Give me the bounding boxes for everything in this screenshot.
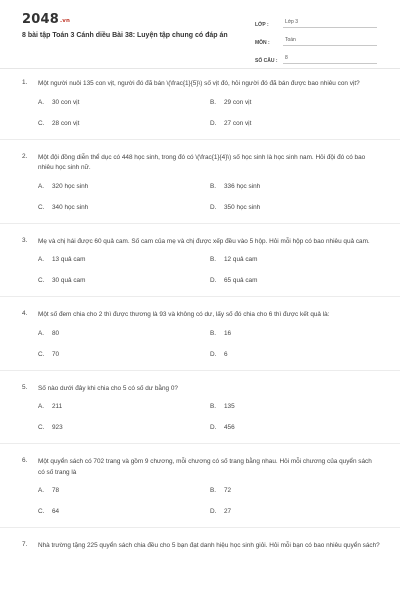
option-text: 80 (52, 329, 60, 337)
option-key: A. (38, 329, 45, 337)
option-key: B. (210, 487, 217, 494)
header-divider (0, 68, 400, 69)
answer-option-b[interactable] (210, 256, 380, 263)
question-divider (0, 139, 400, 140)
question-6 (0, 457, 400, 528)
question-list (0, 79, 400, 565)
answer-options (38, 183, 380, 211)
answer-option-d[interactable] (210, 351, 380, 358)
option-key: D. (210, 203, 217, 211)
answer-option-c[interactable] (38, 277, 210, 284)
answer-option-a[interactable] (38, 330, 210, 337)
option-key: A. (38, 98, 45, 106)
answer-option-c[interactable] (38, 120, 210, 127)
answer-option-b[interactable] (210, 99, 380, 106)
meta-value: Lớp 3 (283, 19, 377, 28)
meta-label: LỚP : (255, 22, 269, 28)
option-key: C. (38, 424, 45, 431)
answer-option-a[interactable] (38, 487, 210, 494)
question-number: 7. (22, 541, 28, 548)
question-number: 1. (22, 79, 28, 86)
option-key: D. (210, 277, 217, 284)
option-text: 72 (224, 487, 232, 494)
question-divider (0, 370, 400, 371)
meta-value: 8 (283, 55, 377, 64)
option-key: C. (38, 508, 45, 515)
answer-option-a[interactable] (38, 183, 210, 190)
option-text: 211 (52, 403, 63, 410)
answer-option-d[interactable] (210, 508, 380, 515)
answer-options (38, 256, 380, 284)
answer-option-c[interactable] (38, 424, 210, 431)
option-text: 340 học sinh (52, 203, 89, 211)
worksheet-title: 8 bài tập Toán 3 Cánh diều Bài 38: Luyện tập chung có đáp án (22, 32, 228, 39)
meta-row-subject (255, 33, 377, 46)
answer-options (38, 99, 380, 127)
option-text: 336 học sinh (224, 182, 261, 190)
option-text: 456 (224, 424, 235, 431)
question-text: Nhà trường tặng 225 quyển sách chia đều cho 5 bạn đạt danh hiệu học sinh giỏi. Hỏi mỗi bạn có bao nhiêu quyển sách? (38, 542, 380, 549)
question-number: 3. (22, 236, 28, 244)
option-text: 29 con vịt (224, 98, 252, 106)
meta-row-class (255, 15, 377, 28)
option-key: D. (210, 119, 217, 127)
option-key: D. (210, 424, 217, 431)
question-text: Một người nuôi 135 con vịt, người đó đã bán \(\frac{1}{5}\) số vịt đó, hỏi người đó đã bán được bao nhiêu con vịt? (38, 80, 360, 87)
option-text: 30 quả cam (52, 277, 86, 284)
option-text: 350 học sinh (224, 203, 261, 211)
question-5 (0, 384, 400, 445)
option-key: B. (210, 256, 217, 263)
answer-option-d[interactable] (210, 204, 380, 211)
question-text: Số nào dưới đây khi chia cho 5 có số dư bằng 0? (38, 384, 178, 392)
meta-label: SỐ CÂU : (255, 58, 278, 64)
question-divider (0, 296, 400, 297)
option-key: D. (210, 350, 217, 358)
option-key: B. (210, 98, 217, 106)
option-text: 27 con vịt (224, 119, 252, 127)
answer-option-c[interactable] (38, 351, 210, 358)
question-text: Một đội đồng diễn thể dục có 448 học sinh, trong đó có \(\frac{1}{4}\) số học sinh là học sinh nam. Hỏi đội đó có bao nhiêu học sinh nữ. (38, 153, 366, 171)
question-divider (0, 443, 400, 444)
option-key: A. (38, 256, 45, 263)
answer-option-a[interactable] (38, 403, 210, 410)
option-text: 923 (52, 424, 63, 431)
option-key: A. (38, 403, 45, 410)
option-key: D. (210, 508, 217, 515)
meta-row-count (255, 51, 377, 64)
option-text: 64 (52, 508, 60, 515)
worksheet-meta (255, 15, 377, 69)
option-key: A. (38, 182, 45, 190)
option-key: C. (38, 277, 45, 284)
question-1 (0, 79, 400, 140)
option-text: 78 (52, 487, 60, 494)
option-key: A. (38, 487, 45, 494)
option-text: 6 (224, 350, 228, 358)
answer-option-a[interactable] (38, 99, 210, 106)
question-text: Một quyển sách có 702 trang và gồm 9 chương, mỗi chương có số trang bằng nhau. Hỏi mỗi chương của quyển sách có số trang là (38, 458, 372, 476)
question-divider (0, 527, 400, 528)
option-text: 16 (224, 329, 232, 337)
option-key: B. (210, 403, 217, 410)
option-text: 135 (224, 403, 235, 410)
answer-option-d[interactable] (210, 277, 380, 284)
option-text: 65 quả cam (224, 277, 258, 284)
worksheet-header (0, 0, 400, 62)
question-divider (0, 223, 400, 224)
option-text: 13 quả cam (52, 256, 86, 263)
question-number: 2. (22, 152, 28, 160)
option-text: 30 con vịt (52, 98, 80, 106)
answer-option-a[interactable] (38, 256, 210, 263)
site-logo[interactable] (22, 12, 70, 27)
question-7 (0, 541, 400, 552)
option-key: B. (210, 182, 217, 190)
option-text: 320 học sinh (52, 182, 89, 190)
answer-option-c[interactable] (38, 204, 210, 211)
answer-option-b[interactable] (210, 403, 380, 410)
answer-option-b[interactable] (210, 330, 380, 337)
meta-value: Toán (283, 37, 377, 46)
question-number: 6. (22, 457, 28, 464)
option-text: 70 (52, 350, 60, 358)
option-key: B. (210, 329, 217, 337)
option-key: C. (38, 119, 45, 127)
option-text: 12 quả cam (224, 256, 258, 263)
answer-options (38, 330, 380, 358)
question-number: 5. (22, 383, 28, 391)
option-text: 28 con vịt (52, 119, 80, 127)
answer-options (38, 487, 380, 515)
answer-option-b[interactable] (210, 487, 380, 494)
meta-label: MÔN : (255, 40, 270, 46)
option-key: C. (38, 350, 45, 358)
option-text: 27 (224, 508, 232, 515)
answer-option-d[interactable] (210, 424, 380, 431)
question-4 (0, 310, 400, 371)
answer-option-d[interactable] (210, 120, 380, 127)
question-text: Mẹ và chị hái được 60 quả cam. Số cam của mẹ và chị được xếp đều vào 5 hộp. Hỏi mỗi hộp có bao nhiêu quả cam. (38, 237, 370, 245)
logo-tld: .vn (59, 18, 71, 24)
answer-options (38, 403, 380, 431)
answer-option-b[interactable] (210, 183, 380, 190)
question-number: 4. (22, 310, 28, 317)
logo-text: 2048 (22, 12, 59, 27)
question-3 (0, 237, 400, 298)
question-2 (0, 153, 400, 224)
answer-option-c[interactable] (38, 508, 210, 515)
option-key: C. (38, 203, 45, 211)
question-text: Một số đem chia cho 2 thì được thương là 93 và không có dư, lấy số đó chia cho 6 thì được kết quả là: (38, 311, 330, 318)
